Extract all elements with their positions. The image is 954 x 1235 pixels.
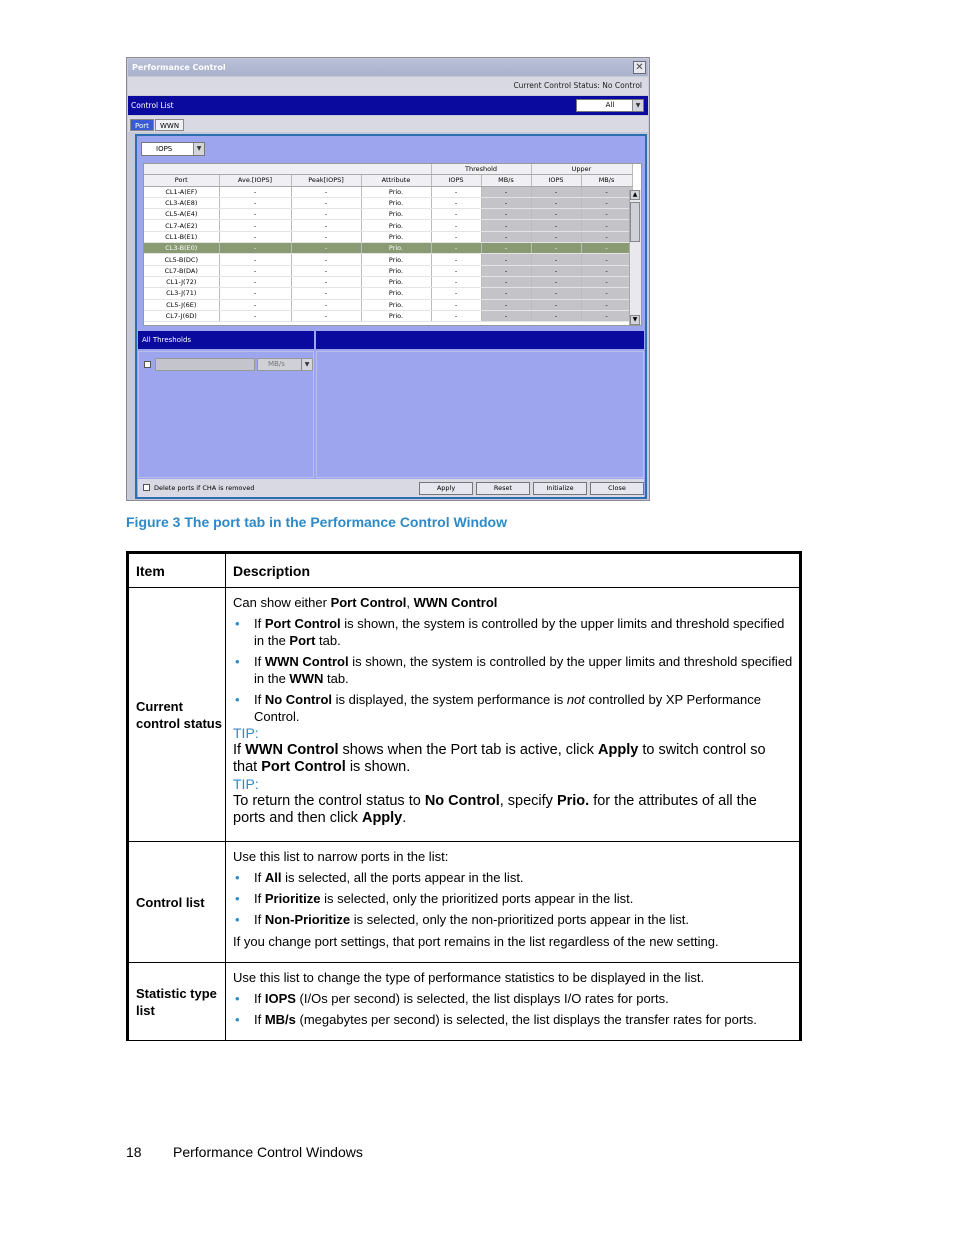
table-cell: - (581, 254, 632, 265)
table-row[interactable] (144, 310, 632, 321)
text-run: tab. (315, 633, 341, 648)
column-header-row (144, 175, 632, 186)
text-run: for the attributes of all the ports and then click (233, 793, 757, 826)
list-item (233, 911, 793, 928)
text-run: tab. (323, 671, 349, 686)
bullet-icon: • (235, 1012, 240, 1027)
port-panel (135, 134, 647, 499)
table-row[interactable] (144, 299, 632, 310)
rich (254, 870, 524, 885)
table-cell: - (431, 254, 481, 265)
table-cell: - (581, 209, 632, 220)
text-run: to switch control so that (233, 742, 766, 775)
emphasis: All (264, 870, 282, 885)
table-cell: - (219, 254, 291, 265)
table-cell: - (531, 220, 581, 231)
upper-group-header: Upper (531, 164, 632, 175)
table-cell: - (481, 310, 531, 321)
list-item (233, 1011, 793, 1028)
text-run: is displayed, the system performance is (332, 692, 567, 707)
emphasis: IOPS (264, 991, 296, 1006)
tip-label: TIP: (233, 776, 259, 792)
text-run: is shown. (345, 759, 411, 775)
delete-ports-checkbox[interactable] (143, 484, 150, 491)
table-cell: - (219, 186, 291, 197)
table-cell: - (581, 186, 632, 197)
table-cell: - (531, 197, 581, 208)
text-run: Can show either (233, 595, 331, 610)
rich (254, 692, 761, 724)
port-table (143, 163, 642, 326)
table-cell: CL7-J(6D) (144, 310, 219, 321)
text-run: If (254, 1012, 265, 1027)
table-cell: - (219, 288, 291, 299)
description-table (126, 551, 802, 1041)
table-cell: - (481, 243, 531, 254)
figure-caption: Figure 3 The port tab in the Performance Control Window (126, 514, 508, 530)
window-footer (138, 479, 644, 497)
chevron-down-icon: ▼ (632, 100, 643, 111)
emphasis: WWN (289, 671, 324, 686)
text-run: . (402, 810, 407, 826)
tab-bar (128, 116, 648, 132)
header-description: Description (226, 553, 801, 588)
all-thresholds-panel (138, 351, 314, 478)
table-cell: - (581, 310, 632, 321)
reset-button[interactable]: Reset (476, 482, 530, 495)
desc-control-list (226, 842, 801, 963)
text-run: If (254, 891, 265, 906)
table-cell: - (291, 209, 361, 220)
rich (254, 991, 669, 1006)
emphasis: WWN Control (245, 742, 339, 758)
table-cell: Prio. (361, 276, 431, 287)
table-cell: Prio. (361, 310, 431, 321)
column-header[interactable]: Peak[IOPS] (291, 175, 361, 186)
table-cell: Prio. (361, 197, 431, 208)
table-cell: - (431, 197, 481, 208)
bullet-icon: • (235, 616, 240, 631)
table-cell: CL5-J(6E) (144, 299, 219, 310)
window-title: Performance Control (132, 63, 226, 72)
bullet-icon: • (235, 692, 240, 707)
table-cell: Prio. (361, 265, 431, 276)
table-row[interactable] (144, 209, 632, 220)
table-cell: - (581, 243, 632, 254)
section-title: Performance Control Windows (173, 1144, 363, 1160)
table-row[interactable] (144, 186, 632, 197)
scroll-up-icon[interactable]: ▲ (630, 190, 640, 200)
text-run: is selected, all the ports appear in the list. (281, 870, 524, 885)
text-run: If (233, 742, 246, 758)
table-cell: - (531, 265, 581, 276)
table-row[interactable] (144, 231, 632, 242)
control-status: Current Control Status: No Control (128, 77, 648, 95)
threshold-input[interactable] (155, 358, 255, 371)
table-cell: - (481, 186, 531, 197)
table-row[interactable] (144, 276, 632, 287)
table-row[interactable] (144, 243, 632, 254)
table-cell: - (481, 254, 531, 265)
table-cell: - (291, 254, 361, 265)
statistic-type-value: IOPS (156, 145, 173, 153)
column-header[interactable]: IOPS (531, 175, 581, 186)
control-list-bar (128, 96, 648, 115)
apply-button[interactable]: Apply (419, 482, 473, 495)
table-cell: - (481, 265, 531, 276)
table-cell: - (531, 209, 581, 220)
table-cell: - (291, 265, 361, 276)
table-cell: - (531, 276, 581, 287)
rich (233, 742, 793, 776)
list-item (233, 615, 793, 649)
table-row[interactable] (144, 220, 632, 231)
list-item (233, 691, 793, 725)
list-item (233, 653, 793, 687)
table-cell: - (219, 276, 291, 287)
emphasis: No Control (424, 793, 500, 809)
table-header-row (128, 553, 801, 588)
rich (254, 912, 689, 927)
tab-port[interactable]: Port (130, 119, 154, 131)
list-item (233, 990, 793, 1007)
desc-current-control-status (226, 588, 801, 842)
table-cell: CL5-A(E4) (144, 209, 219, 220)
table-cell: - (431, 220, 481, 231)
table-cell: - (431, 310, 481, 321)
tip-label: TIP: (233, 725, 259, 741)
table-cell: - (581, 288, 632, 299)
table-scrollbar[interactable] (629, 190, 641, 325)
close-icon[interactable]: ✕ (633, 61, 646, 74)
tab-wwn[interactable]: WWN (155, 119, 184, 131)
table-cell: - (431, 288, 481, 299)
table-cell: - (581, 276, 632, 287)
detail-panel (316, 351, 644, 478)
table-cell: - (431, 231, 481, 242)
text-run: is selected, only the prioritized ports appear in the list. (320, 891, 634, 906)
table-cell: - (531, 299, 581, 310)
item-statistic-type-list: Statistic type list (128, 963, 226, 1041)
table-cell: - (431, 299, 481, 310)
table-cell: Prio. (361, 186, 431, 197)
emphasis: Prioritize (264, 891, 321, 906)
window-titlebar (128, 59, 648, 76)
performance-control-window (126, 57, 650, 501)
table-cell: - (481, 299, 531, 310)
threshold-unit-select[interactable] (257, 358, 313, 371)
threshold-unit-value: MB/s (268, 360, 285, 368)
emphasis: not (566, 692, 585, 707)
table-cell: Prio. (361, 220, 431, 231)
control-list-outro: If you change port settings, that port remains in the list regardless of the new setting. (233, 934, 719, 949)
detail-header (316, 331, 644, 349)
table-cell: - (431, 243, 481, 254)
table-cell: - (291, 220, 361, 231)
text-run: If (254, 616, 265, 631)
table-cell: - (431, 186, 481, 197)
initialize-button[interactable]: Initialize (533, 482, 587, 495)
table-cell: - (219, 310, 291, 321)
text-run: , (406, 595, 414, 610)
table-cell: - (481, 288, 531, 299)
text-run: is shown, the system is controlled by the upper limits and threshold specified in the (254, 616, 785, 648)
delete-ports-label: Delete ports if CHA is removed (154, 484, 255, 492)
table-cell: Prio. (361, 231, 431, 242)
table-cell: - (531, 243, 581, 254)
table-cell: - (481, 220, 531, 231)
table-cell: CL1-A(EF) (144, 186, 219, 197)
table-cell: CL5-B(DC) (144, 254, 219, 265)
control-list-intro: Use this list to narrow ports in the list: (233, 849, 449, 864)
emphasis: WWN Control (413, 595, 498, 610)
table-cell: Prio. (361, 288, 431, 299)
control-list-label: Control List (131, 101, 174, 110)
table-cell: Prio. (361, 254, 431, 265)
column-header[interactable]: IOPS (431, 175, 481, 186)
table-cell: - (291, 186, 361, 197)
table-cell: Prio. (361, 243, 431, 254)
text-run: is selected, only the non-prioritized ports appear in the list. (350, 912, 689, 927)
group-header-row (144, 164, 632, 175)
bullet-icon: • (235, 912, 240, 927)
table-cell: - (581, 220, 632, 231)
text-run: If (254, 991, 265, 1006)
emphasis: Port Control (330, 595, 407, 610)
text-run: shows when the Port tab is active, click (338, 742, 599, 758)
emphasis: WWN Control (264, 654, 349, 669)
control-list-value: All (605, 101, 615, 109)
emphasis: Port Control (264, 616, 341, 631)
table-row (128, 588, 801, 842)
text-run: If (254, 912, 265, 927)
bullet-icon: • (235, 991, 240, 1006)
emphasis: Apply (598, 742, 639, 758)
table-row[interactable] (144, 254, 632, 265)
column-header[interactable]: MB/s (581, 175, 632, 186)
table-cell: CL1-B(E1) (144, 231, 219, 242)
emphasis: Prio. (556, 793, 590, 809)
text-run: (megabytes per second) is selected, the list displays the transfer rates for ports. (295, 1012, 757, 1027)
table-cell: - (291, 243, 361, 254)
table-cell: - (291, 197, 361, 208)
text-run: If (254, 654, 265, 669)
table-cell: - (581, 299, 632, 310)
table-cell: - (291, 310, 361, 321)
emphasis: Non-Prioritize (264, 912, 351, 927)
list-item (233, 869, 793, 886)
table-cell: - (581, 265, 632, 276)
table-cell: - (219, 243, 291, 254)
table-cell: CL7-B(DA) (144, 265, 219, 276)
text-run: (I/Os per second) is selected, the list displays I/O rates for ports. (295, 991, 669, 1006)
table-cell: CL3-A(E8) (144, 197, 219, 208)
column-header[interactable]: MB/s (481, 175, 531, 186)
table-cell: - (581, 231, 632, 242)
table-cell: CL7-A(E2) (144, 220, 219, 231)
scroll-down-icon[interactable]: ▼ (630, 315, 640, 325)
column-header[interactable]: Ave.[IOPS] (219, 175, 291, 186)
table-cell: - (431, 265, 481, 276)
control-list-select[interactable] (576, 99, 644, 112)
bullet-icon: • (235, 870, 240, 885)
text-run: is shown, the system is controlled by the upper limits and threshold specified in the (254, 654, 793, 686)
table-row[interactable] (144, 197, 632, 208)
table-cell: - (219, 231, 291, 242)
threshold-group-header: Threshold (431, 164, 531, 175)
desc-statistic-type-list (226, 963, 801, 1041)
table-cell: - (291, 276, 361, 287)
chevron-down-icon: ▼ (193, 143, 204, 155)
table-row (128, 842, 801, 963)
text-run: If (254, 870, 265, 885)
chevron-down-icon: ▼ (301, 359, 312, 370)
table-cell: - (531, 254, 581, 265)
text-run: controlled by XP Performance Control. (254, 692, 761, 724)
column-header[interactable]: Attribute (361, 175, 431, 186)
rich (254, 1012, 757, 1027)
all-thresholds-header: All Thresholds (138, 331, 314, 349)
close-button[interactable]: Close (590, 482, 644, 495)
table-cell: - (291, 288, 361, 299)
table-cell: CL3-J(71) (144, 288, 219, 299)
table-cell: - (481, 197, 531, 208)
bullet-icon: • (235, 891, 240, 906)
table-row[interactable] (144, 265, 632, 276)
text-run: , specify (499, 793, 557, 809)
table-cell: - (531, 186, 581, 197)
table-cell: - (531, 231, 581, 242)
emphasis: MB/s (264, 1012, 296, 1027)
table-cell: - (219, 220, 291, 231)
table-cell: - (581, 197, 632, 208)
scroll-thumb[interactable] (630, 202, 640, 242)
rich (254, 616, 784, 648)
table-cell: - (219, 197, 291, 208)
table-cell: - (481, 209, 531, 220)
table-cell: - (481, 231, 531, 242)
column-header[interactable]: Port (144, 175, 219, 186)
rich (254, 891, 633, 906)
table-cell: - (219, 299, 291, 310)
table-cell: Prio. (361, 299, 431, 310)
header-item: Item (128, 553, 226, 588)
page-number: 18 (126, 1144, 142, 1160)
table-cell: CL3-B(E0) (144, 243, 219, 254)
statistic-type-intro: Use this list to change the type of performance statistics to be displayed in the list. (233, 970, 705, 985)
emphasis: Apply (361, 810, 403, 826)
table-cell: - (431, 276, 481, 287)
table-cell: - (431, 209, 481, 220)
table-cell: - (481, 276, 531, 287)
rich (233, 594, 793, 611)
table-cell: - (531, 288, 581, 299)
bullet-icon: • (235, 654, 240, 669)
table-cell: Prio. (361, 209, 431, 220)
rich (233, 793, 793, 827)
table-cell: - (291, 299, 361, 310)
table-cell: - (291, 231, 361, 242)
table-cell: - (219, 209, 291, 220)
item-current-control-status: Current control status (128, 588, 226, 842)
statistic-type-select[interactable] (141, 142, 205, 156)
table-cell: CL1-J(72) (144, 276, 219, 287)
emphasis: No Control (264, 692, 332, 707)
list-item (233, 890, 793, 907)
text-run: If (254, 692, 265, 707)
emphasis: Port Control (261, 759, 346, 775)
item-control-list: Control list (128, 842, 226, 963)
table-row[interactable] (144, 288, 632, 299)
rich (254, 654, 792, 686)
table-cell: - (531, 310, 581, 321)
text-run: To return the control status to (233, 793, 425, 809)
table-row (128, 963, 801, 1041)
all-thresholds-checkbox[interactable] (144, 361, 151, 368)
table-cell: - (219, 265, 291, 276)
emphasis: Port (289, 633, 316, 648)
